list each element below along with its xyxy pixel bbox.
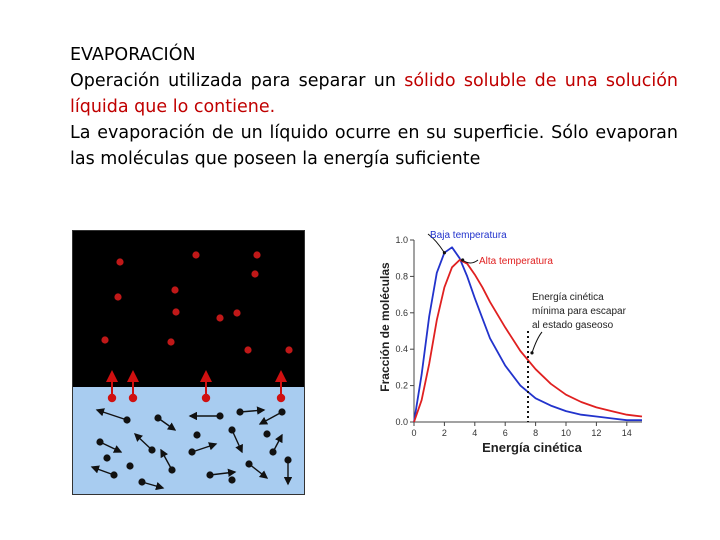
liquid-molecule	[228, 476, 235, 483]
gas-molecule	[172, 308, 179, 315]
y-tick-label: 0.8	[395, 271, 408, 282]
gas-molecule	[285, 346, 292, 353]
evaporation-illustration	[72, 230, 305, 495]
definition-text: Operación utilizada para separar un	[70, 71, 405, 91]
x-tick-label: 10	[560, 428, 572, 438]
gas-molecule	[253, 251, 260, 258]
x-tick-label: 12	[591, 428, 602, 438]
x-axis-label: Energía cinética	[482, 440, 582, 455]
gas-molecule	[101, 336, 108, 343]
slide-heading: EVAPORACIÓN	[70, 45, 196, 65]
gas-region	[72, 230, 305, 387]
y-tick-label: 0.6	[395, 307, 408, 318]
y-tick-label: 0.2	[395, 380, 408, 391]
liquid-molecule	[103, 454, 110, 461]
paragraph-2: La evaporación de un líquido ocurre en su superficie. Sólo evaporan las moléculas que poseen la energía suficiente	[70, 123, 678, 169]
x-tick-label: 2	[441, 428, 447, 438]
energy-distribution-chart	[362, 220, 652, 460]
gas-molecule	[216, 314, 223, 321]
annotation-pointer	[443, 251, 446, 254]
gas-molecule	[251, 270, 258, 277]
x-tick-label: 14	[621, 428, 632, 438]
liquid-molecule	[263, 430, 270, 437]
y-tick-label: 0.0	[395, 417, 408, 427]
y-tick-label: 1.0	[395, 235, 408, 245]
y-tick-label: 0.4	[395, 344, 408, 355]
gas-molecule	[233, 309, 240, 316]
x-tick-label: 0	[411, 428, 417, 438]
threshold-annotation-line-2: mínima para escapar	[532, 306, 626, 317]
gas-molecule	[244, 346, 251, 353]
legend-high-temp: Alta temperatura	[479, 256, 553, 267]
x-tick-label: 4	[472, 428, 478, 438]
definition-highlight: sólido soluble de una solución líquida que lo contiene.	[70, 71, 678, 117]
threshold-annotation-line-3: al estado gaseoso	[532, 320, 614, 331]
gas-molecule	[192, 251, 199, 258]
gas-molecule	[114, 293, 121, 300]
x-tick-label: 6	[502, 428, 508, 438]
liquid-molecule	[126, 462, 133, 469]
x-tick-label: 8	[533, 428, 539, 438]
liquid-molecule	[193, 431, 200, 438]
gas-molecule	[167, 338, 174, 345]
paragraph-1	[70, 42, 678, 120]
slide-text	[70, 42, 678, 172]
annotation-pointer	[530, 351, 533, 354]
gas-molecule	[171, 286, 178, 293]
threshold-annotation-line-1: Energía cinética	[532, 292, 604, 303]
series-low-temp-line	[414, 247, 642, 422]
legend-low-temp: Baja temperatura	[430, 230, 507, 241]
annotation-pointer	[461, 258, 464, 261]
chart-labels	[378, 230, 627, 455]
gas-molecule	[116, 258, 123, 265]
annotation-leader	[532, 332, 542, 353]
y-axis-label: Fracción de moléculas	[378, 262, 392, 392]
liquid-region	[72, 387, 305, 495]
